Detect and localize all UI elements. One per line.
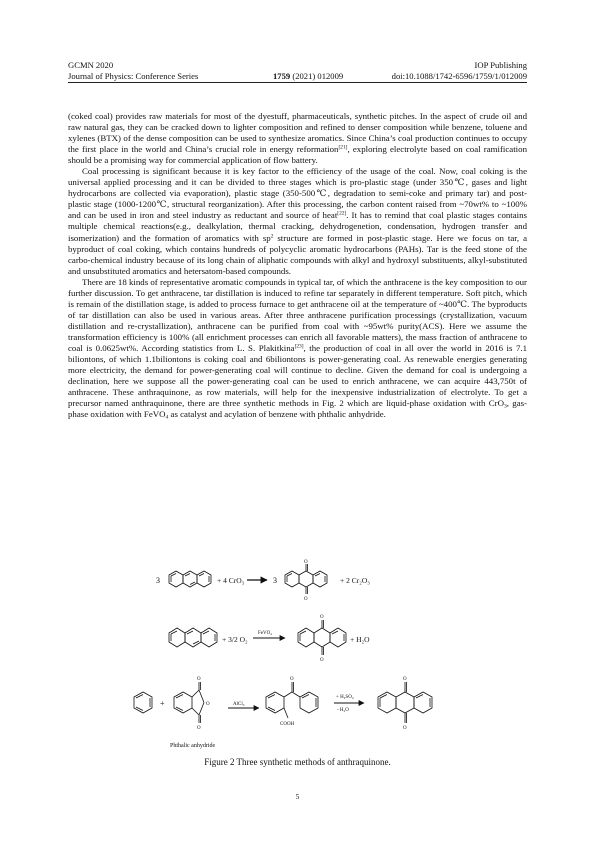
- text-run: (coked coal) provides raw materials for most of the dyestuff, pharmaceuticals, synthetic pitches. In the aspect of crude oil and raw natural gas, they can be cracked down to lighter composition and refined to denser composition while benzene, toluene and xylenes (BTX) of the dense composition can be used to synthesize aromatics. Since China’s coal production continues to occupy the first place in the world and China’s crucial role in energy reformation: [68, 111, 527, 155]
- superscript-2: 2: [270, 232, 274, 239]
- conference-name: GCMN 2020: [68, 60, 114, 70]
- anthracene-molecule: [169, 571, 211, 587]
- r1-coefficient-right: 3: [273, 576, 277, 585]
- r2-reagent: + 3/2 O₂: [222, 635, 248, 644]
- text-run: , the production of coal in all over the world in 2016 is 7.1 biliontons, of which 1.1biliontons is coking coal and 6biliontons is power-generating coal. As renewable energies generating more electricity, the demand for power-generating coal will continue to decline. Given the demand for coal is undergoing a declination, here we suppose all the power-generating coal can be used to enrich anthracene, we can acquire 443,750t of anthracene. These anthraquinone, as row materials, will help for the inexpensive industrialization of electrolyte. To get a precursor named anthraquinone, there are three synthetic methods in Fig. 2 which are liquid-phase oxidation with CrO: [68, 342, 528, 409]
- r1-coefficient-left: 3: [156, 576, 160, 585]
- r3-condition-top: + H₂SO₄: [336, 695, 354, 700]
- r2-oxygen-top: O: [320, 615, 324, 620]
- year-article: (2021) 012009: [290, 71, 344, 81]
- text-run: . It has to remind that coal plastic stages contains multiple chemical reactions(e.g., dealkylation, thermal cracking, dehydrogenetion, condensation, hydrogen transfer and isomerization) and the formation of aromatics with sp: [68, 210, 527, 243]
- acid-oxygen: O: [290, 677, 294, 682]
- volume-info: [273, 71, 343, 82]
- anthracene-molecule-2: [169, 628, 217, 647]
- r3-oxygen-top: O: [403, 677, 407, 682]
- header-rule: [68, 82, 527, 83]
- running-header-top: [68, 60, 527, 71]
- citation-21: [21]: [338, 144, 348, 151]
- running-header-bottom: [68, 71, 527, 82]
- anthraquinone-molecule: [285, 564, 327, 594]
- paragraph-3: [68, 277, 527, 421]
- carboxyl-label: COOH: [280, 722, 295, 727]
- figure-caption: Figure 2 Three synthetic methods of anthraquinone.: [204, 757, 391, 767]
- volume-number: 1759: [273, 71, 291, 81]
- citation-22: [22]: [337, 210, 347, 217]
- body-text: [68, 111, 527, 420]
- benzoylbenzoic-acid-molecule: [266, 682, 318, 718]
- phthalic-anhydride-label: Phthalic anhydride: [170, 743, 216, 749]
- text-run: , exploring electrolyte based on coal ramification should be a promising way for commercial application of flow battery.: [68, 144, 527, 166]
- r1-oxygen-top: O: [304, 560, 308, 565]
- publisher-name: IOP Publishing: [474, 60, 527, 70]
- benzene-molecule: [134, 692, 152, 713]
- r2-catalyst: FeVO₄: [258, 631, 272, 636]
- phthalic-anhydride-molecule: [174, 682, 204, 723]
- reaction-scheme-svg: [120, 558, 480, 758]
- subscript-4: 4: [165, 414, 169, 421]
- r3-catalyst: AlCl₃: [233, 702, 245, 707]
- phthalic-oxygen-top: O: [197, 677, 201, 682]
- text-run: as catalyst and acylation of benzene with phthalic anhydride.: [168, 409, 386, 420]
- paragraph-1: [68, 111, 527, 166]
- r1-oxygen-bottom: O: [304, 597, 308, 602]
- text-run: There are 18 kinds of representative aromatic compounds in typical tar, of which the anthracene is the key composition to our further discussion. To get anthracene, tar distillation is induced to refine tar separately in different temperature. Soft pitch, which is remain of the distillation stage, is added to process furnace to get anthracene oil at the temperature of ~400℃. The byproducts of tar distillation can also be used in various areas. After three anthracene purification processings (crystallization, vacuum distillation and re-crystallization), anthracene can be purified from coal with ~95wt% purity(ACS). Here we assume the transformation efficiency is 100% (all enrichment processes can enrich all favorable matters), the mass fraction of anthracene to coal is 0.0625wt%. According statistics from L. S. Plakitkina: [68, 276, 527, 353]
- r3-plus: +: [160, 699, 165, 708]
- phthalic-oxygen-ring: O: [206, 702, 210, 707]
- r3-oxygen-bottom: O: [403, 726, 407, 731]
- figure-2-reaction-schemes: [120, 558, 480, 758]
- anthraquinone-molecule-2: [298, 620, 346, 655]
- citation-23: [23]: [294, 343, 304, 350]
- r3-condition-bottom: - H₂O: [337, 708, 349, 713]
- r1-reagent: + 4 CrO₃: [217, 576, 245, 585]
- text-run: Coal processing is significant because it is key factor to the efficiency of the usage of the coal. Now, coal coking is the universal applied processing and it can be divided to three stages which is pro-plastic stage (under 350℃, gases and light hydrocarbons are collected via evaporation), plastic stage (350-500℃, degradation to semi-coke and primary tar) and post-plastic stage (1000-1200℃, structural reorganization). After this processing, the carbon content raised from ~70wt% to ~100% and can be used in iron and steel industry as reductant and source of heat: [68, 166, 527, 221]
- doi: doi:10.1088/1742-6596/1759/1/012009: [391, 71, 527, 81]
- page-number: 5: [295, 792, 300, 801]
- paragraph-2: [68, 166, 527, 276]
- text-run: , gas-phase oxidation with FeVO: [68, 398, 527, 420]
- journal-name: Journal of Physics: Conference Series: [68, 71, 199, 81]
- text-run: structure are formed in post-plastic stage. Here we focus on tar, a byproduct of coal coking, which contains hundreds of polycyclic aromatic hydrocarbons (PAHs). Tar is the feed stone of the carbo-chemical industry because of its long chain of aliphatic compounds with alkyl and hydroxyl substituents, alkyl-substituted and unsubstituted aromatics and hetersatom-based compounds.: [68, 232, 527, 276]
- r1-product: + 2 Cr₂O₃: [340, 576, 370, 585]
- anthraquinone-molecule-3: [378, 682, 432, 723]
- r2-oxygen-bottom: O: [320, 658, 324, 663]
- phthalic-oxygen-bottom: O: [197, 726, 201, 731]
- r2-product: + H₂O: [350, 635, 370, 644]
- subscript-3: 3: [503, 403, 507, 410]
